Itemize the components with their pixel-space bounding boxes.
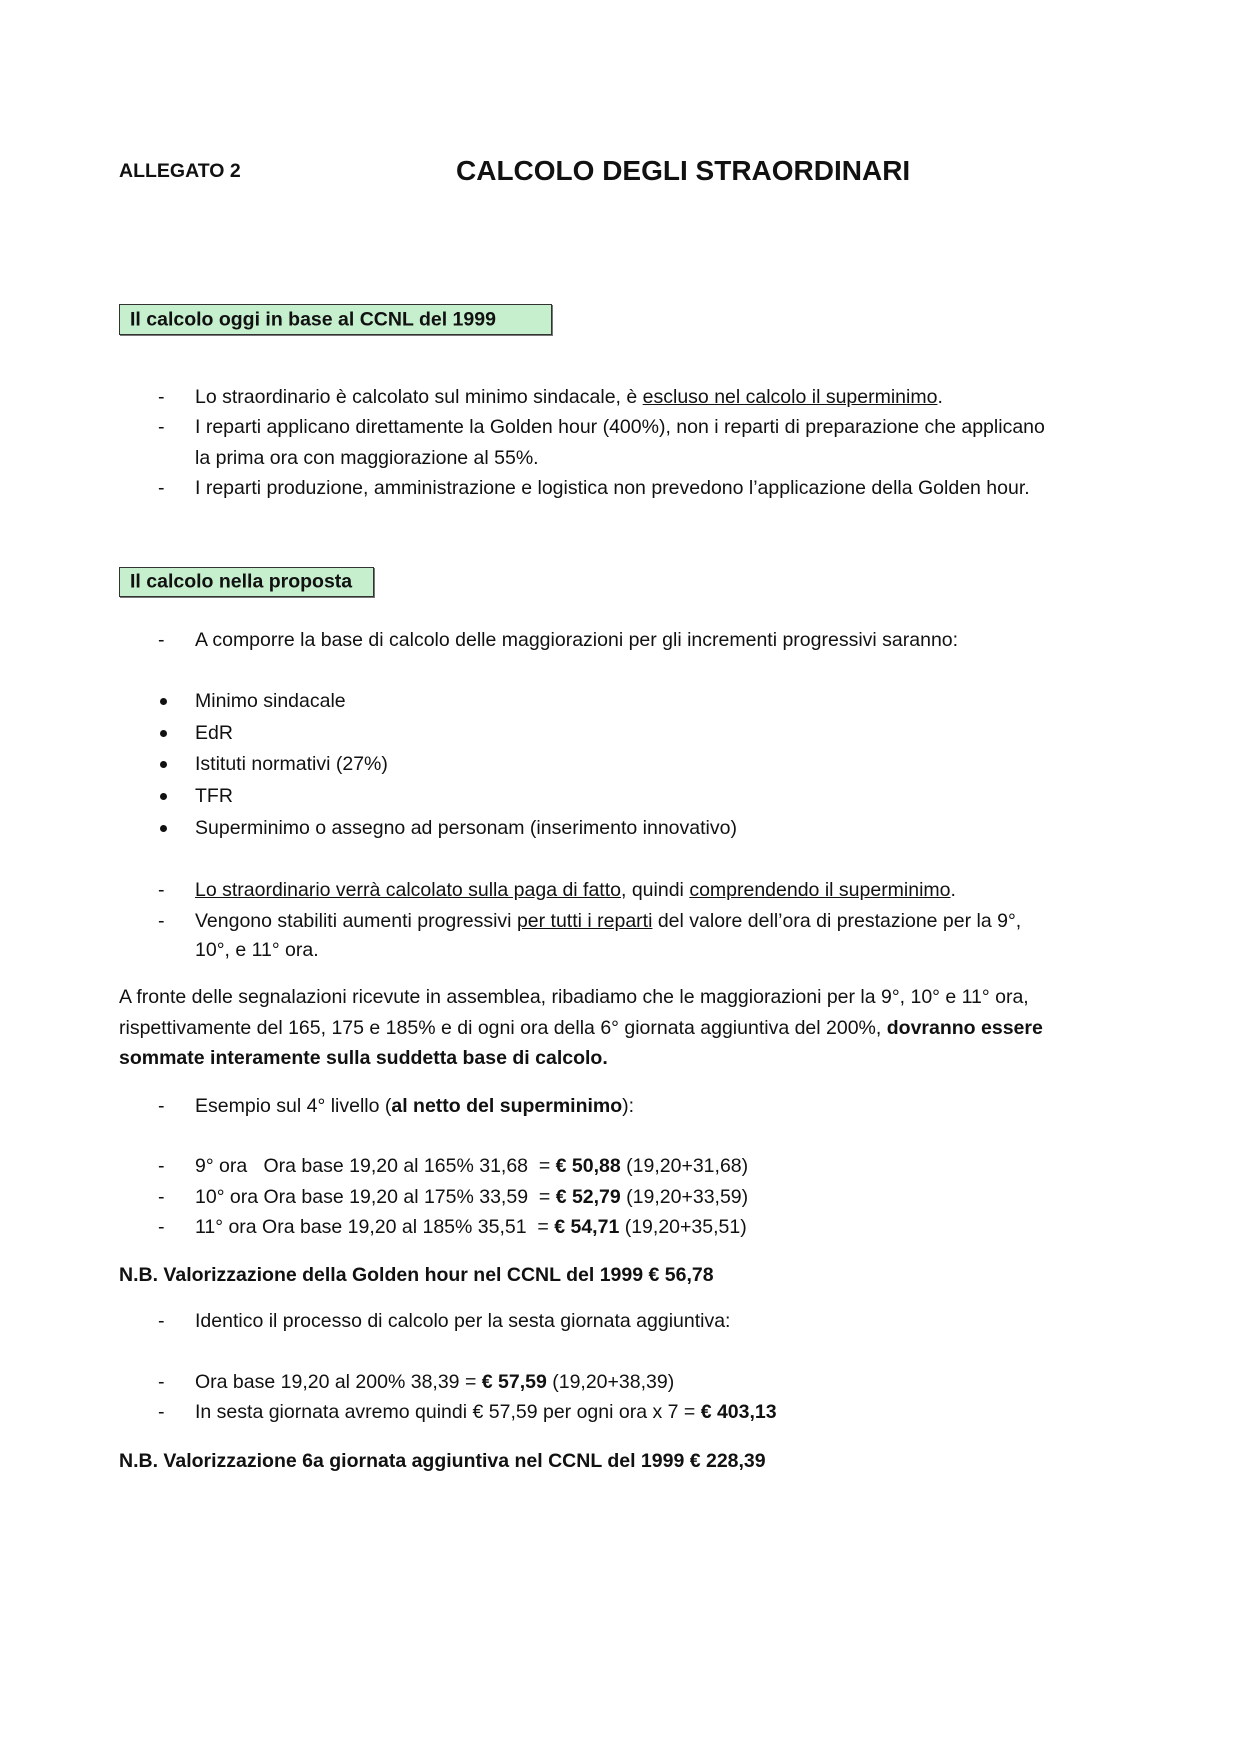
bullet-icon (160, 761, 167, 768)
list-item-cont: la prima ora con maggiorazione al 55%. (195, 447, 539, 469)
list-item: Esempio sul 4° livello (al netto del superminimo): (195, 1095, 635, 1117)
page-title: CALCOLO DEGLI STRAORDINARI (456, 155, 911, 186)
list-item: I reparti applicano direttamente la Golden hour (400%), non i reparti di preparazione che applicano (195, 416, 1045, 438)
bullet-item: Minimo sindacale (195, 690, 346, 712)
bullet-icon (160, 825, 167, 832)
dash: - (158, 879, 165, 901)
bullet-item: TFR (195, 785, 233, 807)
dash: - (158, 1095, 165, 1117)
bullet-icon (160, 698, 167, 705)
bullet-icon (160, 730, 167, 737)
calc-row: Ora base 19,20 al 200% 38,39 = € 57,59 (19,20+38,39) (195, 1371, 675, 1393)
list-item: Identico il processo di calcolo per la sesta giornata aggiuntiva: (195, 1310, 731, 1332)
dash: - (158, 386, 165, 408)
dash: - (158, 1216, 165, 1238)
heading-text: Il calcolo oggi in base al CCNL del 1999 (130, 308, 496, 330)
bullet-item: Istituti normativi (27%) (195, 753, 388, 775)
bullet-item: EdR (195, 722, 233, 744)
calc-row: 10° ora Ora base 19,20 al 175% 33,59 = € 52,79 (19,20+33,59) (195, 1186, 749, 1208)
calc-row: 11° ora Ora base 19,20 al 185% 35,51 = € 54,71 (19,20+35,51) (195, 1216, 747, 1238)
paragraph-line: rispettivamente del 165, 175 e 185% e di ogni ora della 6° giornata aggiuntiva del 200%, dovranno essere (119, 1017, 1043, 1039)
list-item: Vengono stabiliti aumenti progressivi per tutti i reparti del valore dell’ora di prestazione per la 9°, (195, 910, 1022, 932)
heading-text: Il calcolo nella proposta (130, 570, 353, 593)
bullet-icon (160, 793, 167, 800)
paragraph-line: A fronte delle segnalazioni ricevute in assemblea, ribadiamo che le maggiorazioni per la 9°, 10° e 11° ora, (119, 986, 1029, 1008)
dash: - (158, 1155, 165, 1177)
annex-label: ALLEGATO 2 (119, 160, 241, 182)
dash: - (158, 477, 165, 499)
dash: - (158, 1310, 165, 1332)
dash: - (158, 1371, 165, 1393)
section-heading-proposal (119, 567, 374, 597)
list-item-cont: 10°, e 11° ora. (195, 939, 319, 961)
list-item: Lo straordinario è calcolato sul minimo sindacale, è escluso nel calcolo il superminimo. (195, 386, 943, 408)
dash: - (158, 910, 165, 932)
dash: - (158, 1186, 165, 1208)
note-sixth-day: N.B. Valorizzazione 6a giornata aggiuntiva nel CCNL del 1999 € 228,39 (119, 1450, 766, 1472)
dash: - (158, 1401, 165, 1423)
dash: - (158, 416, 165, 438)
bullet-item: Superminimo o assegno ad personam (inserimento innovativo) (195, 817, 737, 839)
note-golden-hour: N.B. Valorizzazione della Golden hour nel CCNL del 1999 € 56,78 (119, 1264, 714, 1286)
calc-row: In sesta giornata avremo quindi € 57,59 per ogni ora x 7 = € 403,13 (195, 1401, 777, 1423)
list-item: A comporre la base di calcolo delle maggiorazioni per gli incrementi progressivi saranno: (195, 629, 959, 651)
section-heading-current (119, 304, 552, 335)
paragraph-line: sommate interamente sulla suddetta base di calcolo. (119, 1047, 608, 1069)
calc-row: 9° ora Ora base 19,20 al 165% 31,68 = € 50,88 (19,20+31,68) (195, 1155, 749, 1177)
list-item: Lo straordinario verrà calcolato sulla paga di fatto, quindi comprendendo il superminimo. (195, 879, 956, 901)
dash: - (158, 629, 165, 651)
list-item: I reparti produzione, amministrazione e logistica non prevedono l’applicazione della Golden hour. (195, 477, 1030, 499)
